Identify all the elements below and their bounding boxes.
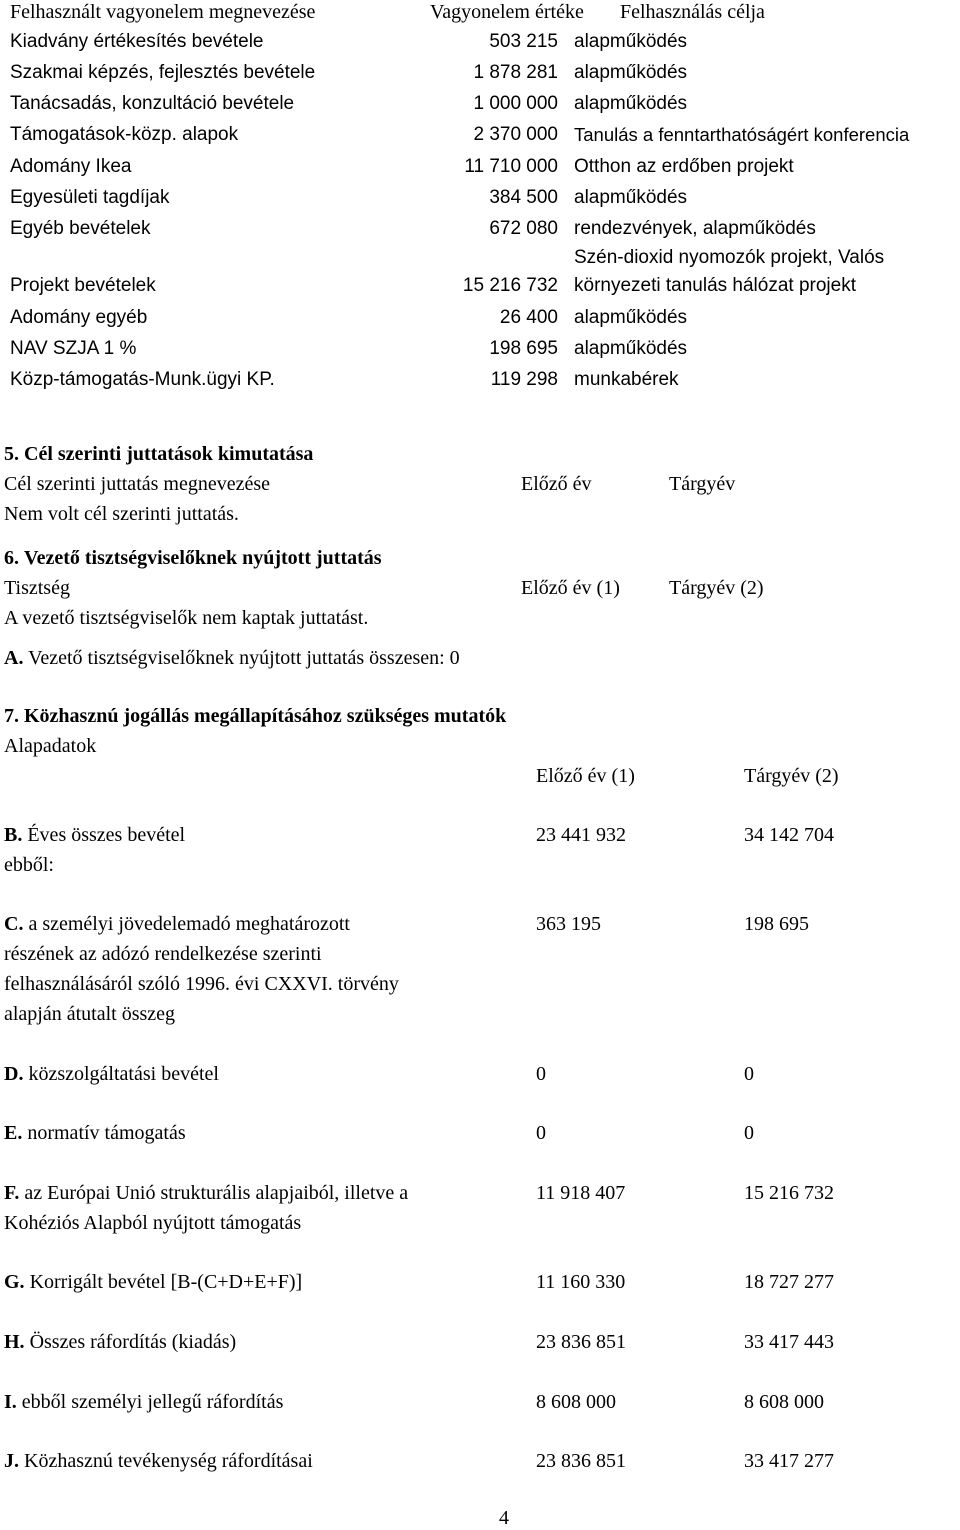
metric-prev-value: 11 160 330 (536, 1271, 626, 1293)
section6-heading (4, 546, 382, 570)
section6-total-text: Vezető tisztségviselőknek nyújtott juttatás összesen: 0 (28, 647, 460, 669)
asset-name: Tanácsadás, konzultáció bevétele (10, 93, 295, 114)
section7-number: 7. (4, 705, 19, 727)
section5-col-prev: Előző év (521, 473, 592, 495)
asset-purpose: alapműködés (574, 62, 688, 83)
section6-col-curr: Tárgyév (2) (669, 577, 764, 599)
asset-name: Egyéb bevételek (10, 218, 151, 239)
metric-label-extra: ebből: (4, 854, 54, 876)
metric-curr-value: 198 695 (744, 913, 809, 935)
metric-prev-value: 0 (536, 1063, 546, 1085)
section7-title: Közhasznú jogállás megállapításához szükséges mutatók (24, 705, 507, 727)
asset-purpose-line1: Szén-dioxid nyomozók projekt, Valós (574, 247, 885, 268)
metric-prev-value: 8 608 000 (536, 1391, 616, 1413)
metric-curr-value: 33 417 443 (744, 1331, 834, 1353)
asset-name: Támogatások-közp. alapok (10, 124, 239, 145)
metric-prev-value: 11 918 407 (536, 1182, 626, 1204)
metric-label: Közhasznú tevékenység ráfordításai (24, 1450, 313, 1472)
asset-name: NAV SZJA 1 % (10, 338, 137, 359)
metric-letter: F. (4, 1182, 20, 1204)
section6-title: Vezető tisztségviselőknek nyújtott juttatás (24, 547, 382, 569)
asset-name: Kiadvány értékesítés bevétele (10, 31, 264, 52)
asset-name: Egyesületi tagdíjak (10, 187, 170, 208)
asset-purpose: alapműködés (574, 338, 688, 359)
section5-col-curr: Tárgyév (669, 473, 736, 495)
section5-number: 5. (4, 443, 19, 465)
metric-curr-value: 33 417 277 (744, 1450, 834, 1472)
metric-prev-value: 23 836 851 (536, 1331, 626, 1353)
metric-letter: H. (4, 1331, 25, 1353)
asset-purpose: alapműködés (574, 93, 688, 114)
section7-heading (4, 704, 506, 728)
metric-label: Korrigált bevétel [B-(C+D+E+F)] (29, 1271, 303, 1293)
asset-purpose: munkabérek (574, 369, 679, 390)
metric-curr-value: 0 (744, 1122, 754, 1144)
section6-number: 6. (4, 547, 19, 569)
section6-total-letter: A. (4, 647, 24, 669)
asset-purpose: alapműködés (574, 31, 688, 52)
metric-label: normatív támogatás (27, 1122, 186, 1144)
metric-label: a személyi jövedelemadó meghatározott részének az adózó rendelkezése szerinti felhasználásáról szóló 1996. évi CXXVI. törvény alapján átutalt összeg (4, 913, 399, 1025)
asset-value: 1 878 281 (473, 62, 558, 83)
metric-label: Éves összes bevétel (27, 824, 186, 846)
page-number: 4 (499, 1507, 509, 1529)
asset-name: Projekt bevételek (10, 275, 156, 296)
metric-curr-value: 18 727 277 (744, 1271, 834, 1293)
asset-purpose: alapműködés (574, 187, 688, 208)
metric-curr-value: 15 216 732 (744, 1182, 834, 1204)
asset-purpose: alapműködés (574, 307, 688, 328)
section6-col-prev: Előző év (1) (521, 577, 620, 599)
asset-value: 11 710 000 (464, 156, 558, 177)
metric-prev-value: 23 836 851 (536, 1450, 626, 1472)
section5-note: Nem volt cél szerinti juttatás. (4, 503, 239, 525)
section7-col-curr: Tárgyév (2) (744, 765, 839, 787)
metric-prev-value: 363 195 (536, 913, 601, 935)
section5-title: Cél szerinti juttatások kimutatása (24, 443, 314, 465)
asset-name: Szakmai képzés, fejlesztés bevétele (10, 62, 316, 83)
asset-purpose: Otthon az erdőben projekt (574, 156, 794, 177)
header-asset-value: Vagyonelem értéke (430, 1, 584, 23)
metric-letter: I. (4, 1391, 17, 1413)
asset-value: 15 216 732 (462, 275, 558, 296)
metric-letter: B. (4, 824, 23, 846)
metric-letter: E. (4, 1122, 23, 1144)
asset-value: 119 298 (490, 369, 558, 390)
header-asset-name: Felhasznált vagyonelem megnevezése (10, 1, 316, 23)
asset-value: 198 695 (489, 338, 558, 359)
metric-letter: J. (4, 1450, 19, 1472)
metric-letter: D. (4, 1063, 24, 1085)
section6-total (4, 646, 460, 670)
section5-heading (4, 442, 313, 466)
asset-name: Közp-támogatás-Munk.ügyi KP. (10, 369, 275, 390)
metric-label: az Európai Unió strukturális alapjaiból, illetve a Kohéziós Alapból nyújtott támogatás (4, 1182, 409, 1234)
metric-label: közszolgáltatási bevétel (28, 1063, 219, 1085)
metric-label: ebből személyi jellegű ráfordítás (21, 1391, 284, 1413)
header-asset-purpose: Felhasználás célja (620, 1, 765, 23)
asset-value: 1 000 000 (473, 93, 558, 114)
section7-subtitle: Alapadatok (4, 735, 97, 757)
asset-purpose: Tanulás a fenntarthatóságért konferencia (574, 124, 910, 145)
metric-prev-value: 23 441 932 (536, 824, 626, 846)
asset-value: 503 215 (489, 31, 558, 52)
section6-col-name: Tisztség (4, 577, 70, 599)
section6-note: A vezető tisztségviselők nem kaptak juttatást. (4, 607, 369, 629)
section5-col-name: Cél szerinti juttatás megnevezése (4, 473, 271, 495)
asset-value: 384 500 (489, 187, 558, 208)
asset-name: Adomány egyéb (10, 307, 148, 328)
metric-curr-value: 0 (744, 1063, 754, 1085)
metric-letter: G. (4, 1271, 25, 1293)
asset-value: 2 370 000 (473, 124, 558, 145)
section7-col-prev: Előző év (1) (536, 765, 635, 787)
asset-value: 26 400 (499, 307, 558, 328)
asset-purpose: rendezvények, alapműködés (574, 218, 816, 239)
asset-value: 672 080 (489, 218, 558, 239)
metric-letter: C. (4, 913, 24, 935)
metric-curr-value: 8 608 000 (744, 1391, 824, 1413)
asset-name: Adomány Ikea (10, 156, 132, 177)
metric-prev-value: 0 (536, 1122, 546, 1144)
metric-curr-value: 34 142 704 (744, 824, 834, 846)
asset-purpose-line2: környezeti tanulás hálózat projekt (574, 275, 856, 296)
metric-label: Összes ráfordítás (kiadás) (29, 1331, 237, 1353)
asset-usage-table (0, 0, 960, 400)
